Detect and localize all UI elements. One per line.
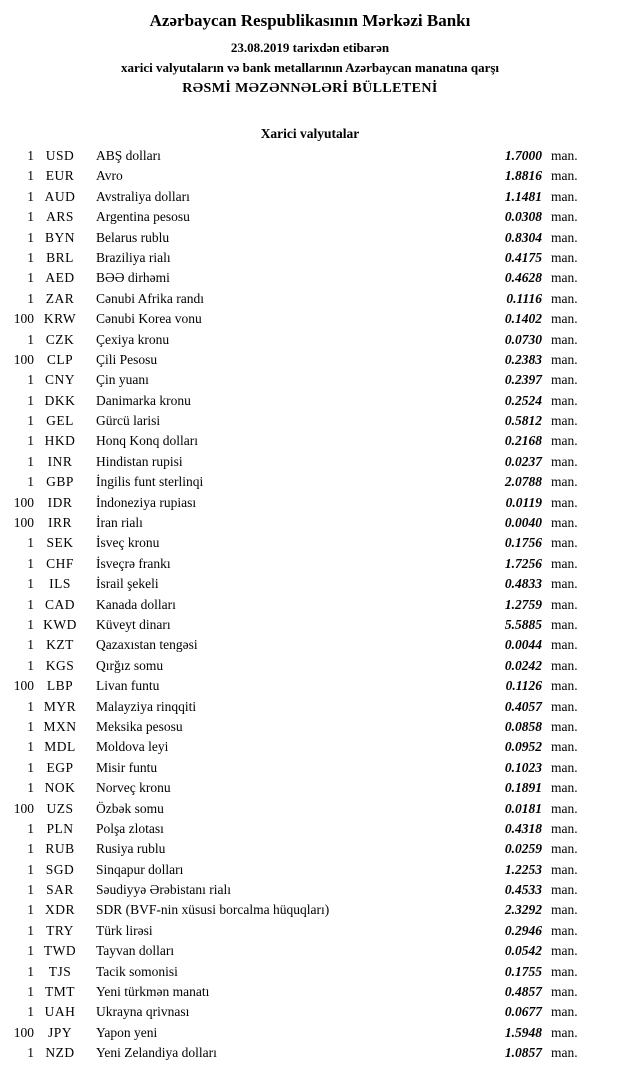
row-currency-code: ARS bbox=[46, 209, 74, 225]
row-rate-value: 1.8816 bbox=[504, 168, 542, 184]
row-currency-code: UZS bbox=[46, 800, 74, 816]
row-quantity: 1 bbox=[27, 453, 34, 469]
row-currency-name: Tacik somonisi bbox=[96, 963, 178, 979]
row-currency-name: Yeni Zelandiya dolları bbox=[96, 1045, 217, 1061]
row-currency-code: PLN bbox=[46, 820, 74, 836]
row-currency-code: CNY bbox=[44, 372, 75, 388]
row-quantity: 1 bbox=[27, 270, 34, 286]
row-rate-value: 1.2759 bbox=[504, 596, 542, 612]
row-currency-name: Polşa zlotası bbox=[96, 820, 164, 836]
row-unit-label: man. bbox=[551, 698, 578, 714]
row-currency-name: Ukrayna qrivnası bbox=[96, 1004, 190, 1020]
row-quantity: 1 bbox=[27, 820, 34, 836]
table-row bbox=[0, 189, 620, 209]
table-row bbox=[0, 699, 620, 719]
row-currency-code: CZK bbox=[45, 331, 75, 347]
row-currency-code: IRR bbox=[47, 515, 72, 531]
row-unit-label: man. bbox=[551, 270, 578, 286]
row-quantity: 1 bbox=[27, 433, 34, 449]
row-unit-label: man. bbox=[551, 739, 578, 755]
row-rate-value: 0.4533 bbox=[504, 882, 542, 898]
table-row bbox=[0, 1045, 620, 1065]
table-row bbox=[0, 1025, 620, 1045]
row-currency-code: CHF bbox=[46, 555, 74, 571]
row-currency-name: İsveçrə frankı bbox=[96, 555, 171, 571]
row-quantity: 1 bbox=[27, 739, 34, 755]
table-row bbox=[0, 515, 620, 535]
row-currency-name: Avstraliya dolları bbox=[96, 188, 190, 204]
row-rate-value: 0.2524 bbox=[504, 392, 542, 408]
table-row bbox=[0, 984, 620, 1004]
table-row bbox=[0, 270, 620, 290]
row-rate-value: 0.0040 bbox=[504, 515, 542, 531]
row-currency-code: RUB bbox=[45, 841, 75, 857]
row-rate-value: 0.0242 bbox=[504, 657, 542, 673]
table-row bbox=[0, 352, 620, 372]
row-currency-name: Çexiya kronu bbox=[96, 331, 170, 347]
row-rate-value: 0.2383 bbox=[504, 351, 542, 367]
row-unit-label: man. bbox=[551, 351, 578, 367]
row-quantity: 1 bbox=[27, 1004, 34, 1020]
section-title-foreign-currencies: Xarici valyutalar bbox=[260, 126, 360, 141]
row-quantity: 1 bbox=[27, 392, 34, 408]
row-currency-code: UAH bbox=[44, 1004, 76, 1020]
row-rate-value: 0.0044 bbox=[504, 637, 542, 653]
table-row bbox=[0, 923, 620, 943]
table-row bbox=[0, 332, 620, 352]
row-unit-label: man. bbox=[551, 780, 578, 796]
row-quantity: 1 bbox=[27, 759, 34, 775]
row-rate-value: 0.8304 bbox=[504, 229, 542, 245]
row-currency-name: Danimarka kronu bbox=[96, 392, 191, 408]
row-rate-value: 0.4857 bbox=[504, 984, 542, 1000]
row-currency-name: Qazaxıstan tengəsi bbox=[96, 637, 198, 653]
row-currency-name: Yapon yeni bbox=[96, 1024, 158, 1040]
row-currency-name: İran rialı bbox=[96, 515, 143, 531]
row-unit-label: man. bbox=[551, 657, 578, 673]
row-unit-label: man. bbox=[551, 984, 578, 1000]
row-rate-value: 0.4057 bbox=[504, 698, 542, 714]
row-currency-name: Honq Konq dolları bbox=[96, 433, 198, 449]
row-rate-value: 0.2168 bbox=[504, 433, 542, 449]
row-currency-code: SGD bbox=[45, 861, 75, 877]
row-currency-code: GEL bbox=[46, 413, 74, 429]
row-currency-name: Braziliya rialı bbox=[96, 249, 171, 265]
row-quantity: 1 bbox=[27, 474, 34, 490]
row-unit-label: man. bbox=[551, 882, 578, 898]
row-rate-value: 0.0119 bbox=[505, 494, 542, 510]
row-currency-name: Cənubi Korea vonu bbox=[96, 311, 202, 327]
row-rate-value: 1.0857 bbox=[504, 1045, 542, 1061]
row-quantity: 1 bbox=[27, 290, 34, 306]
row-quantity: 1 bbox=[27, 229, 34, 245]
row-currency-name: Gürcü larisi bbox=[96, 413, 161, 429]
row-rate-value: 0.0237 bbox=[504, 453, 542, 469]
table-row bbox=[0, 1004, 620, 1024]
row-currency-code: TRY bbox=[46, 922, 74, 938]
row-rate-value: 1.7256 bbox=[504, 555, 542, 571]
row-unit-label: man. bbox=[551, 168, 578, 184]
row-currency-code: CAD bbox=[44, 596, 75, 612]
row-unit-label: man. bbox=[551, 453, 578, 469]
row-unit-label: man. bbox=[551, 1024, 578, 1040]
row-currency-name: Çin yuanı bbox=[96, 372, 149, 388]
table-row bbox=[0, 964, 620, 984]
row-rate-value: 2.0788 bbox=[504, 474, 542, 490]
table-row bbox=[0, 291, 620, 311]
row-quantity: 100 bbox=[13, 311, 34, 327]
row-quantity: 1 bbox=[27, 148, 34, 163]
table-row bbox=[0, 862, 620, 882]
row-rate-value: 0.1023 bbox=[504, 759, 542, 775]
row-currency-code: KWD bbox=[43, 616, 77, 632]
row-currency-code: MDL bbox=[44, 739, 76, 755]
row-currency-name: Səudiyyə Ərəbistanı rialı bbox=[96, 882, 231, 898]
row-quantity: 1 bbox=[27, 718, 34, 734]
table-row bbox=[0, 230, 620, 250]
row-currency-code: IDR bbox=[47, 494, 73, 510]
row-currency-code: MXN bbox=[43, 718, 77, 734]
table-row bbox=[0, 209, 620, 229]
row-currency-name: Hindistan rupisi bbox=[96, 453, 183, 469]
row-unit-label: man. bbox=[551, 188, 578, 204]
table-row bbox=[0, 801, 620, 821]
row-quantity: 100 bbox=[13, 800, 34, 816]
row-quantity: 100 bbox=[13, 351, 34, 367]
row-unit-label: man. bbox=[551, 413, 578, 429]
table-row bbox=[0, 576, 620, 596]
row-quantity: 1 bbox=[27, 882, 34, 898]
effective-date-line: 23.08.2019 tarixdən etibarən bbox=[230, 40, 390, 55]
row-unit-label: man. bbox=[551, 576, 578, 592]
bank-title: Azərbaycan Respublikasının Mərkəzi Bankı bbox=[149, 11, 471, 30]
row-unit-label: man. bbox=[551, 311, 578, 327]
row-quantity: 1 bbox=[27, 657, 34, 673]
row-currency-name: Rusiya rublu bbox=[96, 841, 166, 857]
row-rate-value: 0.1402 bbox=[504, 311, 542, 327]
row-rate-value: 0.1116 bbox=[506, 290, 542, 306]
row-unit-label: man. bbox=[551, 290, 578, 306]
table-row bbox=[0, 454, 620, 474]
row-quantity: 1 bbox=[27, 331, 34, 347]
table-row bbox=[0, 719, 620, 739]
row-unit-label: man. bbox=[551, 902, 578, 918]
row-currency-name: Malayziya rinqqiti bbox=[96, 698, 197, 714]
row-quantity: 100 bbox=[13, 515, 34, 531]
row-quantity: 1 bbox=[27, 535, 34, 551]
row-quantity: 1 bbox=[27, 249, 34, 265]
row-currency-name: İsrail şekeli bbox=[96, 576, 159, 592]
row-currency-name: Livan funtu bbox=[96, 678, 160, 694]
table-row bbox=[0, 943, 620, 963]
row-currency-code: HKD bbox=[44, 433, 76, 449]
row-quantity: 1 bbox=[27, 841, 34, 857]
row-currency-code: TJS bbox=[48, 963, 72, 979]
row-unit-label: man. bbox=[551, 515, 578, 531]
table-row bbox=[0, 168, 620, 188]
row-quantity: 100 bbox=[13, 494, 34, 510]
row-currency-name: Kanada dolları bbox=[96, 596, 176, 612]
row-currency-code: NOK bbox=[44, 780, 76, 796]
row-currency-code: SEK bbox=[46, 535, 74, 551]
row-unit-label: man. bbox=[551, 922, 578, 938]
row-rate-value: 0.0181 bbox=[504, 800, 542, 816]
row-unit-label: man. bbox=[551, 249, 578, 265]
row-unit-label: man. bbox=[551, 841, 578, 857]
row-quantity: 1 bbox=[27, 922, 34, 938]
row-currency-name: Belarus rublu bbox=[96, 229, 170, 245]
row-quantity: 1 bbox=[27, 1045, 34, 1061]
row-currency-code: MYR bbox=[43, 698, 77, 714]
row-currency-code: DKK bbox=[44, 392, 76, 408]
row-rate-value: 1.1481 bbox=[504, 188, 542, 204]
row-unit-label: man. bbox=[551, 718, 578, 734]
row-currency-code: BYN bbox=[44, 229, 75, 245]
row-quantity: 1 bbox=[27, 698, 34, 714]
row-rate-value: 0.4833 bbox=[504, 576, 542, 592]
row-unit-label: man. bbox=[551, 1045, 578, 1061]
table-row bbox=[0, 882, 620, 902]
table-row bbox=[0, 821, 620, 841]
row-currency-name: İndoneziya rupiası bbox=[96, 494, 197, 510]
row-currency-code: INR bbox=[47, 453, 73, 469]
row-currency-code: USD bbox=[45, 148, 75, 163]
table-row bbox=[0, 413, 620, 433]
row-currency-name: Argentina pesosu bbox=[96, 209, 190, 225]
row-rate-value: 2.3292 bbox=[504, 902, 542, 918]
row-unit-label: man. bbox=[551, 637, 578, 653]
row-currency-name: ABŞ dolları bbox=[96, 148, 161, 163]
row-currency-code: NZD bbox=[45, 1045, 75, 1061]
row-currency-code: ZAR bbox=[45, 290, 75, 306]
row-currency-name: Türk lirəsi bbox=[96, 922, 153, 938]
row-rate-value: 0.1126 bbox=[505, 678, 542, 694]
row-currency-code: EUR bbox=[45, 168, 75, 184]
row-rate-value: 0.0858 bbox=[504, 718, 542, 734]
row-quantity: 1 bbox=[27, 209, 34, 225]
row-unit-label: man. bbox=[551, 1004, 578, 1020]
row-currency-code: CLP bbox=[46, 351, 74, 367]
row-rate-value: 0.4628 bbox=[504, 270, 542, 286]
row-unit-label: man. bbox=[551, 331, 578, 347]
row-currency-name: Küveyt dinarı bbox=[96, 616, 171, 632]
row-currency-code: SAR bbox=[46, 882, 74, 898]
row-unit-label: man. bbox=[551, 148, 578, 163]
row-quantity: 100 bbox=[13, 678, 34, 694]
bulletin-title: RƏSMİ MƏZƏNNƏLƏRİ BÜLLETENİ bbox=[182, 81, 438, 96]
row-rate-value: 1.7000 bbox=[504, 148, 542, 163]
row-currency-name: Qırğız somu bbox=[96, 657, 164, 673]
table-row bbox=[0, 535, 620, 555]
row-currency-name: SDR (BVF-nin xüsusi borcalma hüquqları) bbox=[96, 902, 330, 918]
table-row bbox=[0, 372, 620, 392]
row-rate-value: 0.1756 bbox=[504, 535, 542, 551]
row-currency-name: Meksika pesosu bbox=[96, 718, 183, 734]
row-unit-label: man. bbox=[551, 943, 578, 959]
table-row bbox=[0, 495, 620, 515]
row-currency-name: Sinqapur dolları bbox=[96, 861, 184, 877]
row-unit-label: man. bbox=[551, 616, 578, 632]
row-quantity: 1 bbox=[27, 413, 34, 429]
row-rate-value: 0.4175 bbox=[504, 249, 542, 265]
row-unit-label: man. bbox=[551, 372, 578, 388]
row-unit-label: man. bbox=[551, 861, 578, 877]
row-currency-name: Yeni türkmən manatı bbox=[96, 984, 210, 1000]
row-quantity: 1 bbox=[27, 943, 34, 959]
row-currency-name: Tayvan dolları bbox=[96, 943, 175, 959]
row-quantity: 1 bbox=[27, 861, 34, 877]
row-currency-name: İsveç kronu bbox=[96, 535, 160, 551]
row-currency-code: AUD bbox=[44, 188, 76, 204]
row-quantity: 1 bbox=[27, 780, 34, 796]
row-rate-value: 0.1891 bbox=[504, 780, 542, 796]
row-unit-label: man. bbox=[551, 820, 578, 836]
table-row bbox=[0, 658, 620, 678]
row-unit-label: man. bbox=[551, 800, 578, 816]
row-rate-value: 0.2946 bbox=[504, 922, 542, 938]
row-quantity: 1 bbox=[27, 555, 34, 571]
row-currency-name: Misir funtu bbox=[96, 759, 158, 775]
row-rate-value: 0.2397 bbox=[504, 372, 542, 388]
table-row bbox=[0, 780, 620, 800]
row-currency-code: GBP bbox=[46, 474, 74, 490]
row-currency-name: Cənubi Afrika randı bbox=[96, 290, 204, 306]
currency-table bbox=[0, 148, 620, 1066]
row-unit-label: man. bbox=[551, 229, 578, 245]
bulletin-subtitle: xarici valyutaların və bank metallarının Azərbaycan manatına qarşı bbox=[120, 60, 500, 75]
row-quantity: 1 bbox=[27, 616, 34, 632]
row-currency-code: BRL bbox=[46, 249, 74, 265]
row-unit-label: man. bbox=[551, 494, 578, 510]
row-unit-label: man. bbox=[551, 474, 578, 490]
table-row bbox=[0, 433, 620, 453]
row-currency-code: KGS bbox=[45, 657, 75, 673]
table-row bbox=[0, 311, 620, 331]
row-currency-name: İngilis funt sterlinqi bbox=[96, 474, 204, 490]
row-rate-value: 0.0308 bbox=[504, 209, 542, 225]
row-rate-value: 5.5885 bbox=[504, 616, 542, 632]
table-row bbox=[0, 902, 620, 922]
table-row bbox=[0, 597, 620, 617]
row-quantity: 1 bbox=[27, 963, 34, 979]
row-currency-code: XDR bbox=[44, 902, 75, 918]
table-row bbox=[0, 556, 620, 576]
row-currency-name: Özbək somu bbox=[96, 800, 164, 816]
row-unit-label: man. bbox=[551, 555, 578, 571]
row-rate-value: 0.4318 bbox=[504, 820, 542, 836]
row-rate-value: 1.5948 bbox=[504, 1024, 542, 1040]
row-currency-code: LBP bbox=[46, 678, 74, 694]
row-currency-name: Moldova leyi bbox=[96, 739, 169, 755]
row-rate-value: 0.5812 bbox=[504, 413, 542, 429]
row-currency-name: Avro bbox=[96, 168, 123, 184]
row-quantity: 1 bbox=[27, 596, 34, 612]
row-rate-value: 1.2253 bbox=[504, 861, 542, 877]
table-row bbox=[0, 760, 620, 780]
row-rate-value: 0.0259 bbox=[504, 841, 542, 857]
row-currency-code: TMT bbox=[45, 984, 75, 1000]
row-currency-code: KZT bbox=[46, 637, 74, 653]
row-rate-value: 0.0677 bbox=[504, 1004, 542, 1020]
table-row bbox=[0, 393, 620, 413]
row-currency-code: TWD bbox=[43, 943, 77, 959]
table-row bbox=[0, 841, 620, 861]
row-quantity: 1 bbox=[27, 576, 34, 592]
row-quantity: 1 bbox=[27, 372, 34, 388]
row-rate-value: 0.1755 bbox=[504, 963, 542, 979]
row-unit-label: man. bbox=[551, 392, 578, 408]
row-currency-code: KRW bbox=[43, 311, 77, 327]
table-row bbox=[0, 250, 620, 270]
row-currency-name: Çili Pesosu bbox=[96, 351, 158, 367]
table-row bbox=[0, 617, 620, 637]
row-unit-label: man. bbox=[551, 759, 578, 775]
row-rate-value: 0.0952 bbox=[504, 739, 542, 755]
row-currency-code: AED bbox=[45, 270, 75, 286]
row-currency-code: ILS bbox=[49, 576, 71, 592]
row-unit-label: man. bbox=[551, 963, 578, 979]
row-rate-value: 0.0730 bbox=[504, 331, 542, 347]
row-unit-label: man. bbox=[551, 433, 578, 449]
table-row bbox=[0, 637, 620, 657]
row-currency-name: BƏƏ dirhəmi bbox=[96, 270, 170, 286]
row-currency-code: JPY bbox=[47, 1024, 72, 1040]
row-currency-name: Norveç kronu bbox=[96, 780, 171, 796]
table-row bbox=[0, 474, 620, 494]
row-quantity: 1 bbox=[27, 637, 34, 653]
row-unit-label: man. bbox=[551, 596, 578, 612]
row-quantity: 1 bbox=[27, 188, 34, 204]
row-quantity: 100 bbox=[13, 1024, 34, 1040]
row-quantity: 1 bbox=[27, 168, 34, 184]
row-quantity: 1 bbox=[27, 984, 34, 1000]
row-unit-label: man. bbox=[551, 535, 578, 551]
row-currency-code: EGP bbox=[46, 759, 74, 775]
table-row bbox=[0, 148, 620, 168]
row-quantity: 1 bbox=[27, 902, 34, 918]
table-row bbox=[0, 678, 620, 698]
row-rate-value: 0.0542 bbox=[504, 943, 542, 959]
row-unit-label: man. bbox=[551, 678, 578, 694]
table-row bbox=[0, 739, 620, 759]
row-unit-label: man. bbox=[551, 209, 578, 225]
